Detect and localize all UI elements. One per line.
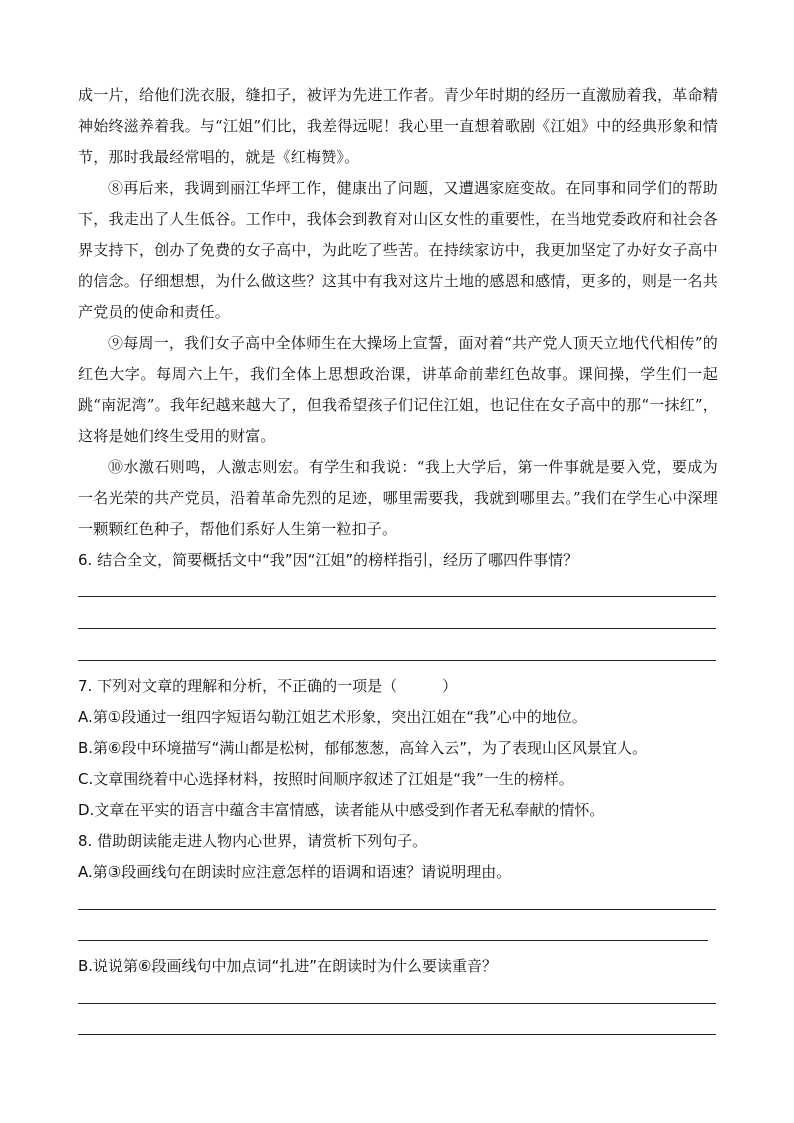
passage-paragraph-10: ⑩水激石则鸣，人激志则宏。有学生和我说：“我上大学后，第一件事就是要入党，要成为一名光荣的共产党员，沿着革命先烈的足迹，哪里需要我，我就到哪里去。”我们在学生心中深埋一颗颗红色种子，帮他们系好人生第一粒扣子。 — [78, 458, 718, 538]
answer-line-q6-3[interactable] — [78, 660, 716, 661]
answer-line-q8b-1[interactable] — [78, 1003, 716, 1004]
question-8-part-b: B.说说第⑥段画线句中加点词“扎进”在朗读时为什么要读重音？ — [78, 957, 498, 975]
question-8-part-a: A.第③段画线句在朗读时应注意怎样的语调和语速？请说明理由。 — [78, 863, 512, 881]
question-8: 8. 借助朗读能走进人物内心世界，请赏析下列句子。 — [78, 832, 428, 850]
question-7-option-b[interactable]: B.第⑥段中环境描写“满山都是松树，郁郁葱葱，高耸入云”，为了表现山区风景宜人。 — [78, 739, 648, 757]
question-6: 6. 结合全文，简要概括文中“我”因“江姐”的榜样指引，经历了哪四件事情？ — [78, 551, 579, 569]
question-7: 7. 下列对文章的理解和分析，不正确的一项是（ ） — [78, 677, 458, 695]
answer-line-q6-2[interactable] — [78, 628, 716, 629]
question-7-option-d[interactable]: D.文章在平实的语言中蕴含丰富情感，读者能从中感受到作者无私奉献的情怀。 — [78, 801, 605, 819]
answer-line-q8b-2[interactable] — [78, 1034, 716, 1035]
reading-passage — [78, 80, 718, 545]
passage-paragraph-9: ⑨每周一，我们女子高中全体师生在大操场上宣誓，面对着“共产党人顶天立地代代相传”的红色大字。每周六上午，我们全体上思想政治课，讲革命前辈红色故事。课间操，学生们一起跳“南泥湾”。我年纪越来越大了，但我希望孩子们记住江姐，也记住在女子高中的那“一抹红”，这将是她们终生受用的财富。 — [78, 334, 718, 445]
question-7-option-c[interactable]: C.文章围绕着中心选择材料，按照时间顺序叙述了江姐是“我”一生的榜样。 — [78, 770, 574, 788]
passage-paragraph-8: ⑧再后来，我调到丽江华坪工作，健康出了问题，又遭遇家庭变故。在同事和同学们的帮助下，我走出了人生低谷。工作中，我体会到教育对山区女性的重要性，在当地党委政府和社会各界支持下，创办了免费的女子高中，为此吃了些苦。在持续家访中，我更加坚定了办好女子高中的信念。仔细想想，为什么做这些？这其中有我对这片土地的感恩和感情，更多的，则是一名共产党员的使命和责任。 — [78, 179, 718, 321]
passage-paragraph-7-continued: 成一片，给他们洗衣服，缝扣子，被评为先进工作者。青少年时期的经历一直激励着我，革命精神始终滋养着我。与“江姐”们比，我差得远呢！我心里一直想着歌剧《江姐》中的经典形象和情节，那时我最经常唱的，就是《红梅赞》。 — [78, 86, 718, 166]
question-7-option-a[interactable]: A.第①段通过一组四字短语勾勒江姐艺术形象，突出江姐在“我”心中的地位。 — [78, 708, 587, 726]
answer-line-q6-1[interactable] — [78, 596, 716, 597]
answer-line-q8a-1[interactable] — [78, 909, 716, 910]
answer-line-q8a-2[interactable] — [78, 940, 708, 941]
